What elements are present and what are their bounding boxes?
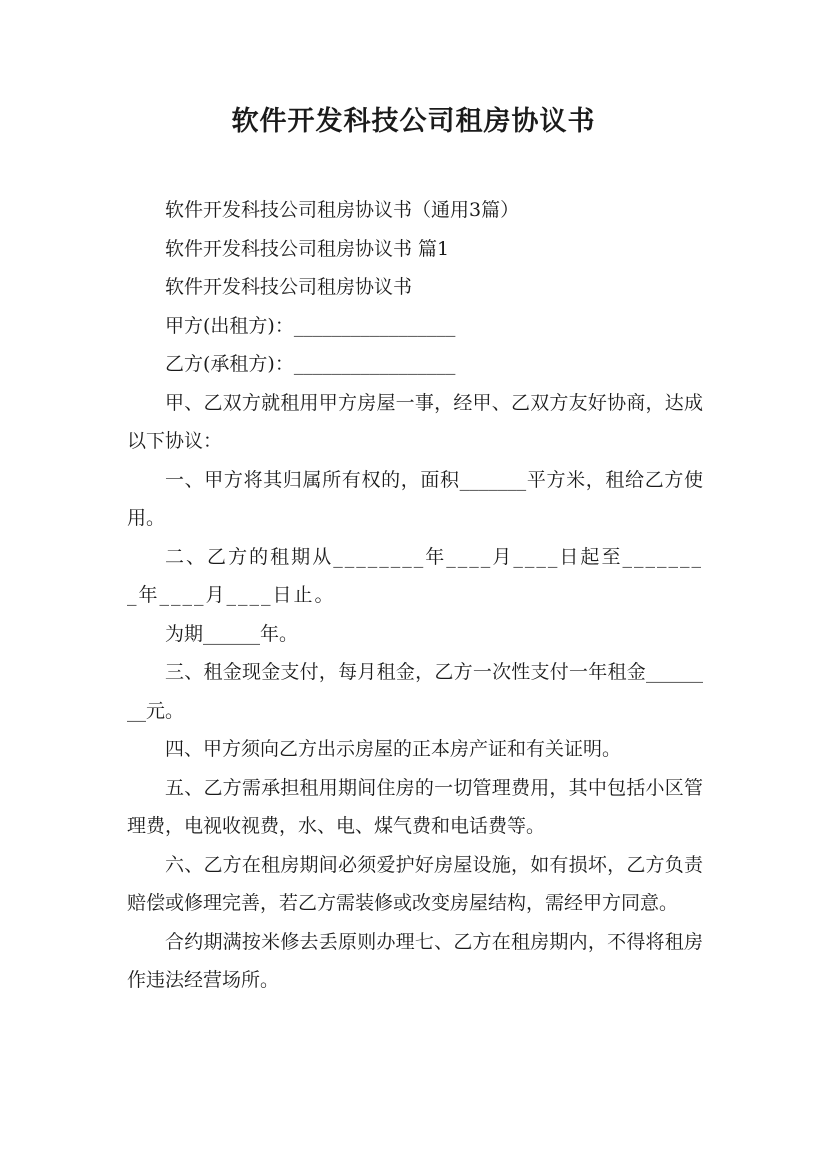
paragraph-section-title: 软件开发科技公司租房协议书 篇1 — [165, 237, 450, 260]
paragraph-preamble: 甲、乙双方就租用甲方房屋一事，经甲、乙双方友好协商，达成以下协议： — [127, 391, 703, 452]
paragraph-agreement-name: 软件开发科技公司租房协议书 — [165, 276, 413, 298]
paragraph-term: 为期______年。 — [165, 622, 299, 645]
paragraph-party-b: 乙方(承租方)：_________________ — [165, 353, 456, 375]
document-title: 软件开发科技公司租房协议书 — [231, 106, 596, 137]
paragraph-heading: 软件开发科技公司租房协议书（通用3篇） — [165, 199, 520, 221]
paragraph-clause-4: 四、甲方须向乙方出示房屋的正本房产证和有关证明。 — [165, 738, 622, 760]
paragraph-clause-6: 六、乙方在租房期间必须爱护好房屋设施，如有损坏，乙方负责赔偿或修理完善，若乙方需装修或改变房屋结构，需经甲方同意。 — [127, 853, 703, 914]
paragraph-clause-7: 合约期满按米修去丢原则办理七、乙方在租房期内，不得将租房作违法经营场所。 — [127, 930, 703, 991]
paragraph-clause-1: 一、甲方将其归属所有权的，面积_______平方米，租给乙方使用。 — [127, 468, 703, 529]
paragraph-party-a: 甲方(出租方)：_________________ — [165, 314, 456, 337]
document-body — [127, 191, 703, 1000]
paragraph-clause-2: 二、乙方的租期从________年____月____日起至________年____月____日止。 — [127, 545, 703, 606]
paragraph-clause-3: 三、租金现金支付，每月租金，乙方一次性支付一年租金________元。 — [127, 661, 703, 722]
paragraph-clause-5: 五、乙方需承担租用期间住房的一切管理费用，其中包括小区管理费，电视收视费，水、电、煤气费和电话费等。 — [127, 776, 703, 837]
